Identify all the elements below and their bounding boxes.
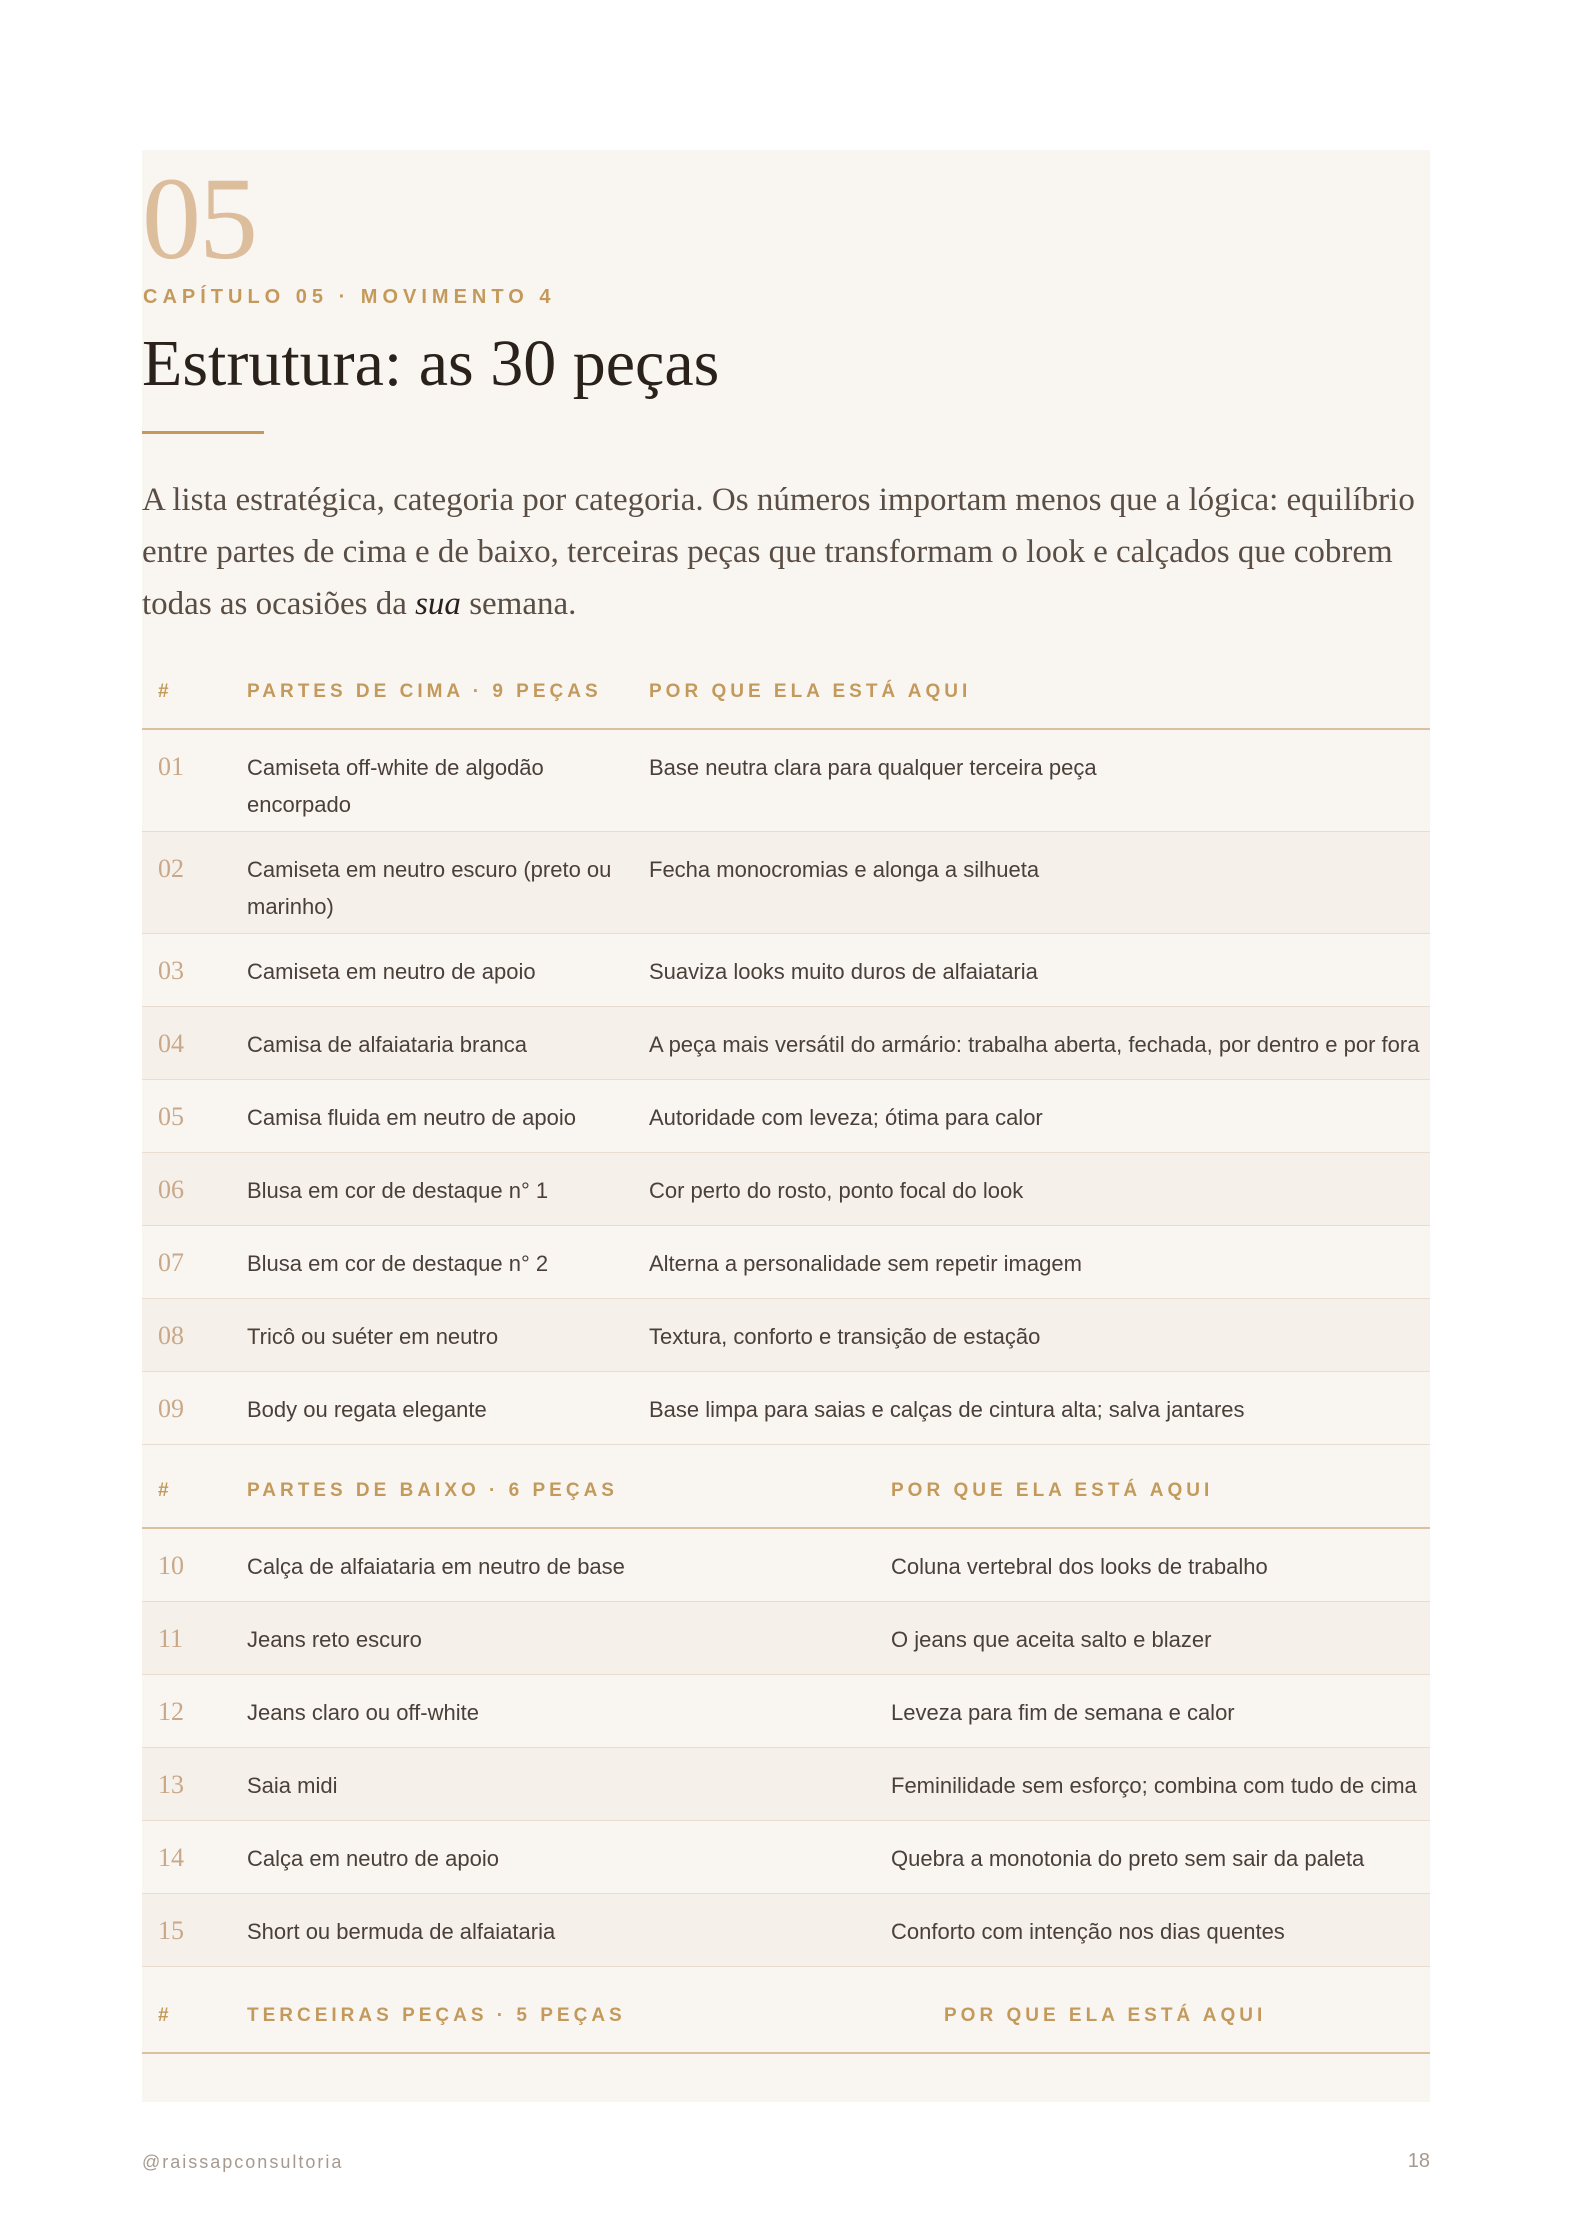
table-header-row (142, 1980, 1430, 2054)
table-row (142, 1372, 1430, 1445)
column-header-reason: POR QUE ELA ESTÁ AQUI (649, 681, 972, 702)
intro-emphasis: sua (415, 586, 461, 622)
item-reason: Autoridade com leveza; ótima para calor (649, 1105, 1043, 1130)
item-name: Jeans reto escuro (247, 1627, 422, 1652)
item-reason: Base limpa para saias e calças de cintura alta; salva jantares (649, 1397, 1245, 1422)
table-row (142, 1894, 1430, 1967)
chapter-number: 05 (142, 153, 256, 284)
page-number: 18 (1407, 2150, 1430, 2172)
table-header-row (142, 1455, 1430, 1529)
item-name: Camisa de alfaiataria branca (247, 1032, 528, 1057)
chapter-label: CAPÍTULO 05 · MOVIMENTO 4 (143, 286, 556, 308)
item-reason: Quebra a monotonia do preto sem sair da paleta (891, 1846, 1365, 1871)
item-name: Short ou bermuda de alfaiataria (247, 1919, 556, 1944)
item-name: Blusa em cor de destaque n° 2 (247, 1251, 549, 1276)
item-name: Saia midi (247, 1773, 338, 1798)
item-reason: A peça mais versátil do armário: trabalha aberta, fechada, por dentro e por fora (649, 1032, 1420, 1057)
item-reason: Textura, conforto e transição de estação (649, 1324, 1041, 1349)
table-row (142, 1602, 1430, 1675)
column-header-item: PARTES DE CIMA · 9 PEÇAS (247, 681, 602, 702)
row-number: 09 (158, 1394, 184, 1423)
page-title: Estrutura: as 30 peças (142, 327, 720, 400)
item-reason: Base neutra clara para qualquer terceira peça (649, 755, 1097, 780)
item-reason: O jeans que aceita salto e blazer (891, 1627, 1212, 1652)
row-number: 02 (158, 854, 184, 883)
row-number: 15 (158, 1916, 184, 1945)
row-number: 05 (158, 1102, 184, 1131)
item-reason: Alterna a personalidade sem repetir imagem (649, 1251, 1082, 1276)
item-name: Body ou regata elegante (247, 1397, 487, 1422)
column-header-number: # (158, 681, 173, 702)
row-number: 12 (158, 1697, 184, 1726)
row-number: 13 (158, 1770, 184, 1799)
column-header-reason: POR QUE ELA ESTÁ AQUI (891, 1480, 1214, 1501)
footer-handle: @raissapconsultoria (142, 2152, 344, 2172)
table-partes-de-baixo (142, 1455, 1430, 1967)
table-row (142, 1748, 1430, 1821)
column-header-number: # (158, 2005, 173, 2026)
intro-text-end: semana. (460, 586, 577, 622)
item-name: Tricô ou suéter em neutro (247, 1324, 499, 1349)
item-name: Camiseta em neutro de apoio (247, 959, 536, 984)
item-reason: Conforto com intenção nos dias quentes (891, 1919, 1285, 1944)
item-name: Camiseta off-white de algodão encorpado (247, 755, 544, 817)
row-number: 07 (158, 1248, 184, 1277)
column-header-reason: POR QUE ELA ESTÁ AQUI (944, 2005, 1267, 2026)
item-reason: Feminilidade sem esforço; combina com tudo de cima (891, 1773, 1417, 1798)
table-partes-de-cima (142, 656, 1430, 1445)
row-number: 08 (158, 1321, 184, 1350)
intro-text-start: A lista estratégica, categoria por categoria. Os números importam menos que a lógica: equilíbrio entre partes de cima e de baixo, terceiras peças que transformam o look e calçados que cobrem todas as ocasiões da (142, 482, 1415, 622)
table-header-row (142, 656, 1430, 730)
row-number: 03 (158, 956, 184, 985)
row-number: 01 (158, 752, 184, 781)
table-row (142, 730, 1430, 832)
row-number: 04 (158, 1029, 184, 1058)
item-reason: Suaviza looks muito duros de alfaiataria (649, 959, 1038, 984)
item-name: Jeans claro ou off-white (247, 1700, 479, 1725)
column-header-item: TERCEIRAS PEÇAS · 5 PEÇAS (247, 2005, 626, 2026)
item-name: Blusa em cor de destaque n° 1 (247, 1178, 549, 1203)
table-row (142, 934, 1430, 1007)
intro-paragraph (142, 474, 1422, 630)
item-name: Calça de alfaiataria em neutro de base (247, 1554, 625, 1579)
item-reason: Fecha monocromias e alonga a silhueta (649, 857, 1040, 882)
table-row (142, 1821, 1430, 1894)
title-divider (142, 431, 264, 434)
row-number: 10 (158, 1551, 184, 1580)
table-row (142, 1080, 1430, 1153)
table-terceiras-pecas (142, 1980, 1430, 2054)
table-row (142, 1675, 1430, 1748)
row-number: 11 (158, 1624, 184, 1653)
column-header-number: # (158, 1480, 173, 1501)
item-reason: Cor perto do rosto, ponto focal do look (649, 1178, 1024, 1203)
table-row (142, 1529, 1430, 1602)
item-name: Camisa fluida em neutro de apoio (247, 1105, 576, 1130)
table-row (142, 832, 1430, 934)
table-row (142, 1007, 1430, 1080)
item-reason: Coluna vertebral dos looks de trabalho (891, 1554, 1268, 1579)
item-name: Camiseta em neutro escuro (preto ou marinho) (247, 857, 612, 919)
item-reason: Leveza para fim de semana e calor (891, 1700, 1235, 1725)
table-row (142, 1153, 1430, 1226)
item-name: Calça em neutro de apoio (247, 1846, 499, 1871)
column-header-item: PARTES DE BAIXO · 6 PEÇAS (247, 1480, 618, 1501)
row-number: 14 (158, 1843, 184, 1872)
table-row (142, 1299, 1430, 1372)
row-number: 06 (158, 1175, 184, 1204)
table-row (142, 1226, 1430, 1299)
